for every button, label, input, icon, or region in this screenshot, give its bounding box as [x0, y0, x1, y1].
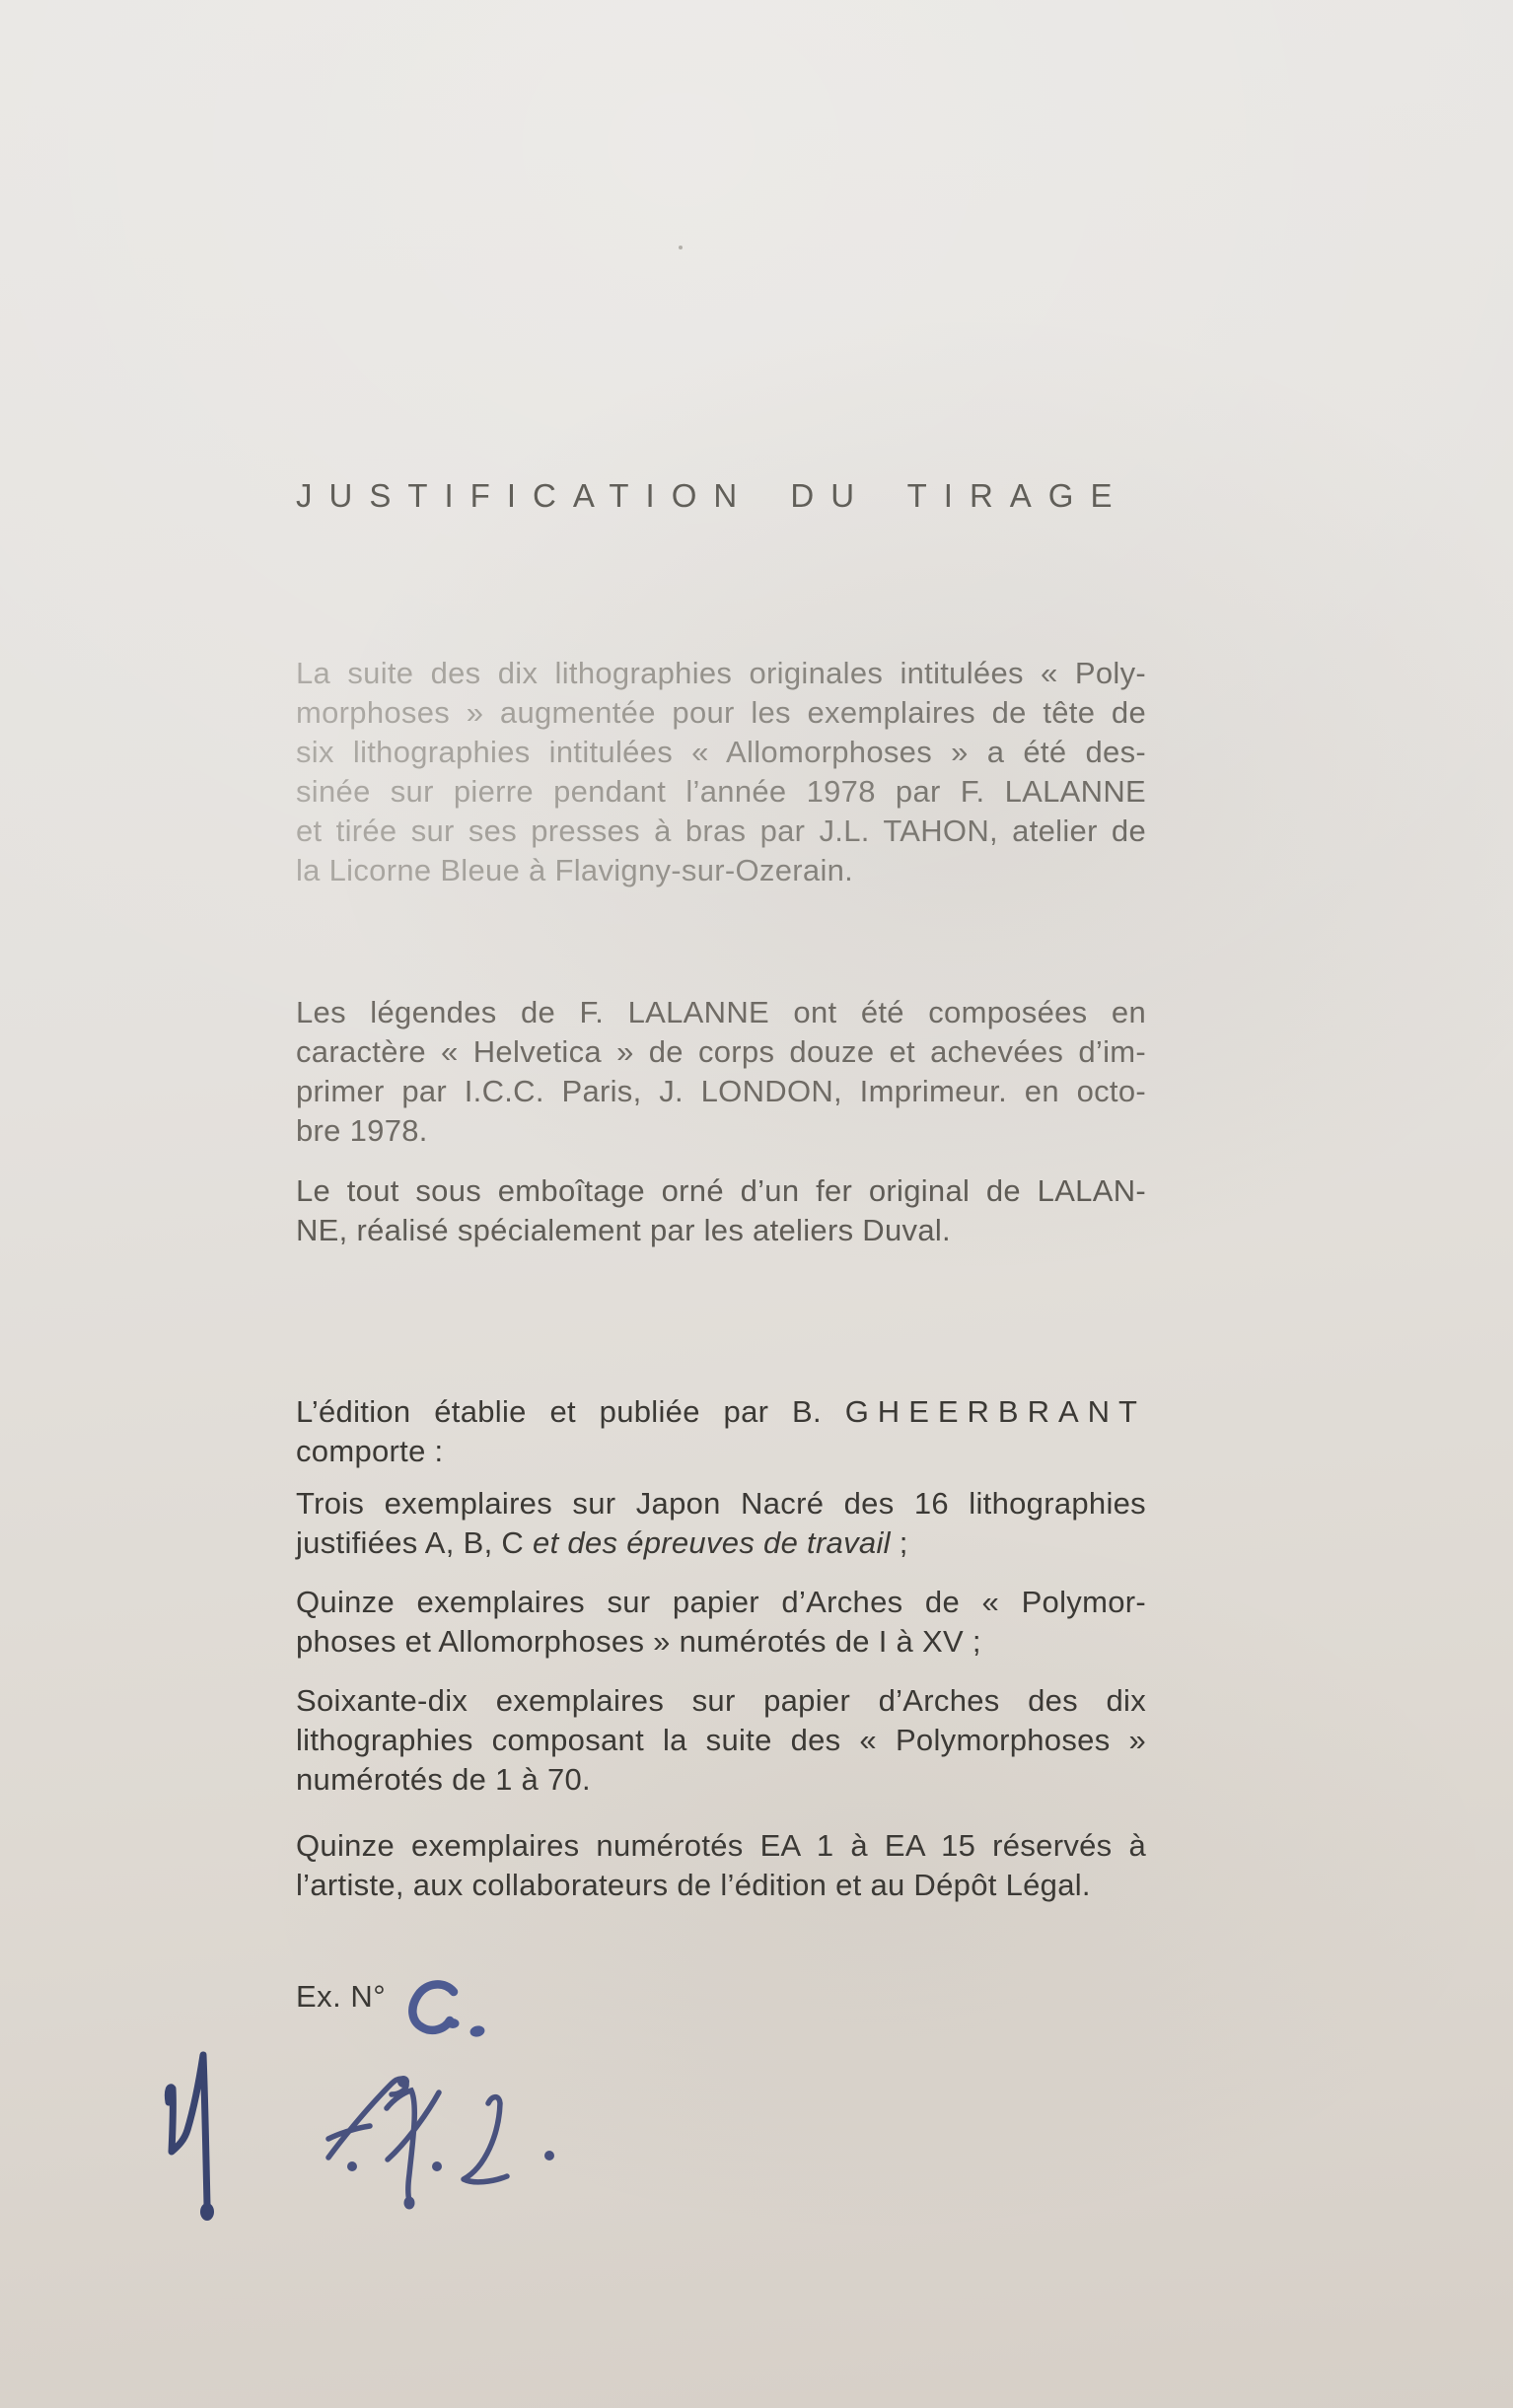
text-segment: bre 1978. [296, 1113, 428, 1148]
paragraph-arches-70 [296, 1681, 1146, 1800]
ink-monogram-blot [200, 2203, 214, 2221]
text-segment: Trois exemplaires sur Japon Nacré des 16 lithographies [296, 1486, 1146, 1521]
ink-sig-dot-1 [347, 2161, 357, 2171]
handwritten-signature-fxl [296, 2051, 612, 2229]
text-segment: caractère « Helvetica » de corps douze et achevées d’im- [296, 1034, 1146, 1069]
text-segment: Les légendes de F. LALANNE ont été composées en [296, 995, 1146, 1029]
paragraph-edition [296, 1392, 1146, 1471]
paragraph-ea [296, 1826, 1146, 1905]
ink-sig-dot-2 [432, 2161, 442, 2171]
handwritten-exemplar-letter [399, 1970, 498, 2054]
text-segment: morphoses » augmentée pour les exemplaires de tête de [296, 695, 1146, 730]
ink-sig-f-upstroke [328, 2079, 406, 2158]
text-segment: Soixante-dix exemplaires sur papier d’Arches des dix [296, 1683, 1146, 1718]
text-line [296, 1432, 1146, 1471]
text-line [296, 1866, 1146, 1905]
text-line [296, 654, 1146, 693]
paragraph-arches-xv [296, 1583, 1146, 1662]
text-segment: ; [890, 1525, 908, 1560]
text-line [296, 1721, 1146, 1760]
paper-speck [679, 246, 683, 249]
text-line [296, 1681, 1146, 1721]
paragraph-suite [296, 654, 1146, 890]
ink-sig-l-stroke [464, 2097, 507, 2182]
text-line [296, 851, 1146, 890]
text-segment: Quinze exemplaires sur papier d’Arches de « Polymor- [296, 1585, 1146, 1619]
ink-monogram-stroke [168, 2055, 207, 2205]
text-line [296, 1760, 1146, 1800]
text-line [296, 1826, 1146, 1866]
ink-sig-f-blot [397, 2076, 409, 2088]
text-line [296, 772, 1146, 812]
text-line [296, 1622, 1146, 1662]
text-segment: six lithographies intitulées « Allomorphoses » a été des- [296, 735, 1146, 769]
ink-sig-f-crossbar [328, 2126, 370, 2139]
text-line [296, 1111, 1146, 1151]
text-segment: L’édition établie et publiée par B. [296, 1394, 845, 1429]
text-segment: numérotés de 1 à 70. [296, 1762, 591, 1797]
text-segment: Le tout sous emboîtage orné d’un fer original de LALAN- [296, 1173, 1146, 1208]
text-column [296, 476, 1146, 2017]
paragraph-japon [296, 1484, 1146, 1563]
text-segment: primer par I.C.C. Paris, J. LONDON, Imprimeur. en octo- [296, 1074, 1146, 1108]
ink-sig-dot-3 [544, 2151, 554, 2160]
text-line [296, 812, 1146, 851]
text-segment: l’artiste, aux collaborateurs de l’édition et au Dépôt Légal. [296, 1868, 1091, 1902]
text-line [296, 1523, 1146, 1563]
text-line [296, 1211, 1146, 1250]
text-segment: La suite des dix lithographies originales intitulées « Poly- [296, 656, 1146, 690]
text-segment: phoses et Allomorphoses » numérotés de I à XV ; [296, 1624, 981, 1659]
handwritten-monogram-m [138, 2031, 256, 2238]
text-segment: la Licorne Bleue à Flavigny-sur-Ozerain. [296, 853, 854, 887]
text-line [296, 1583, 1146, 1622]
paragraph-legendes [296, 993, 1146, 1151]
ink-letter-c-terminal [447, 2018, 460, 2028]
italic-text: et des épreuves de travail [533, 1525, 891, 1560]
text-line [296, 1072, 1146, 1111]
text-segment: GHEERBRANT [844, 1394, 1146, 1429]
page-title: JUSTIFICATION DU TIRAGE [296, 477, 1129, 514]
text-segment: comporte : [296, 1434, 444, 1468]
text-line [296, 1171, 1146, 1211]
ink-monogram-svg [138, 2031, 256, 2238]
ink-letter-c-svg [399, 1970, 498, 2054]
text-segment: sinée sur pierre pendant l’année 1978 par F. LALANNE [296, 774, 1146, 809]
text-segment: lithographies composant la suite des « Polymorphoses » [296, 1723, 1146, 1757]
ink-period [469, 2024, 486, 2038]
text-line [296, 1032, 1146, 1072]
text-line [296, 993, 1146, 1032]
text-line [296, 693, 1146, 733]
exemplar-number-label: Ex. N° [296, 1979, 387, 2014]
text-line [296, 1484, 1146, 1523]
colophon-paragraphs [296, 654, 1146, 1905]
paragraph-emboitage [296, 1171, 1146, 1250]
text-segment: et tirée sur ses presses à bras par J.L. TAHON, atelier de [296, 814, 1146, 848]
text-segment: Quinze exemplaires numérotés EA 1 à EA 15 réservés à [296, 1828, 1146, 1863]
ink-signature-svg [296, 2051, 612, 2229]
text-segment: justifiées A, B, C [296, 1525, 534, 1560]
text-segment: NE, réalisé spécialement par les ateliers Duval. [296, 1213, 951, 1247]
text-line [296, 1392, 1146, 1432]
ink-sig-x-blot [404, 2197, 415, 2210]
text-line [296, 733, 1146, 772]
